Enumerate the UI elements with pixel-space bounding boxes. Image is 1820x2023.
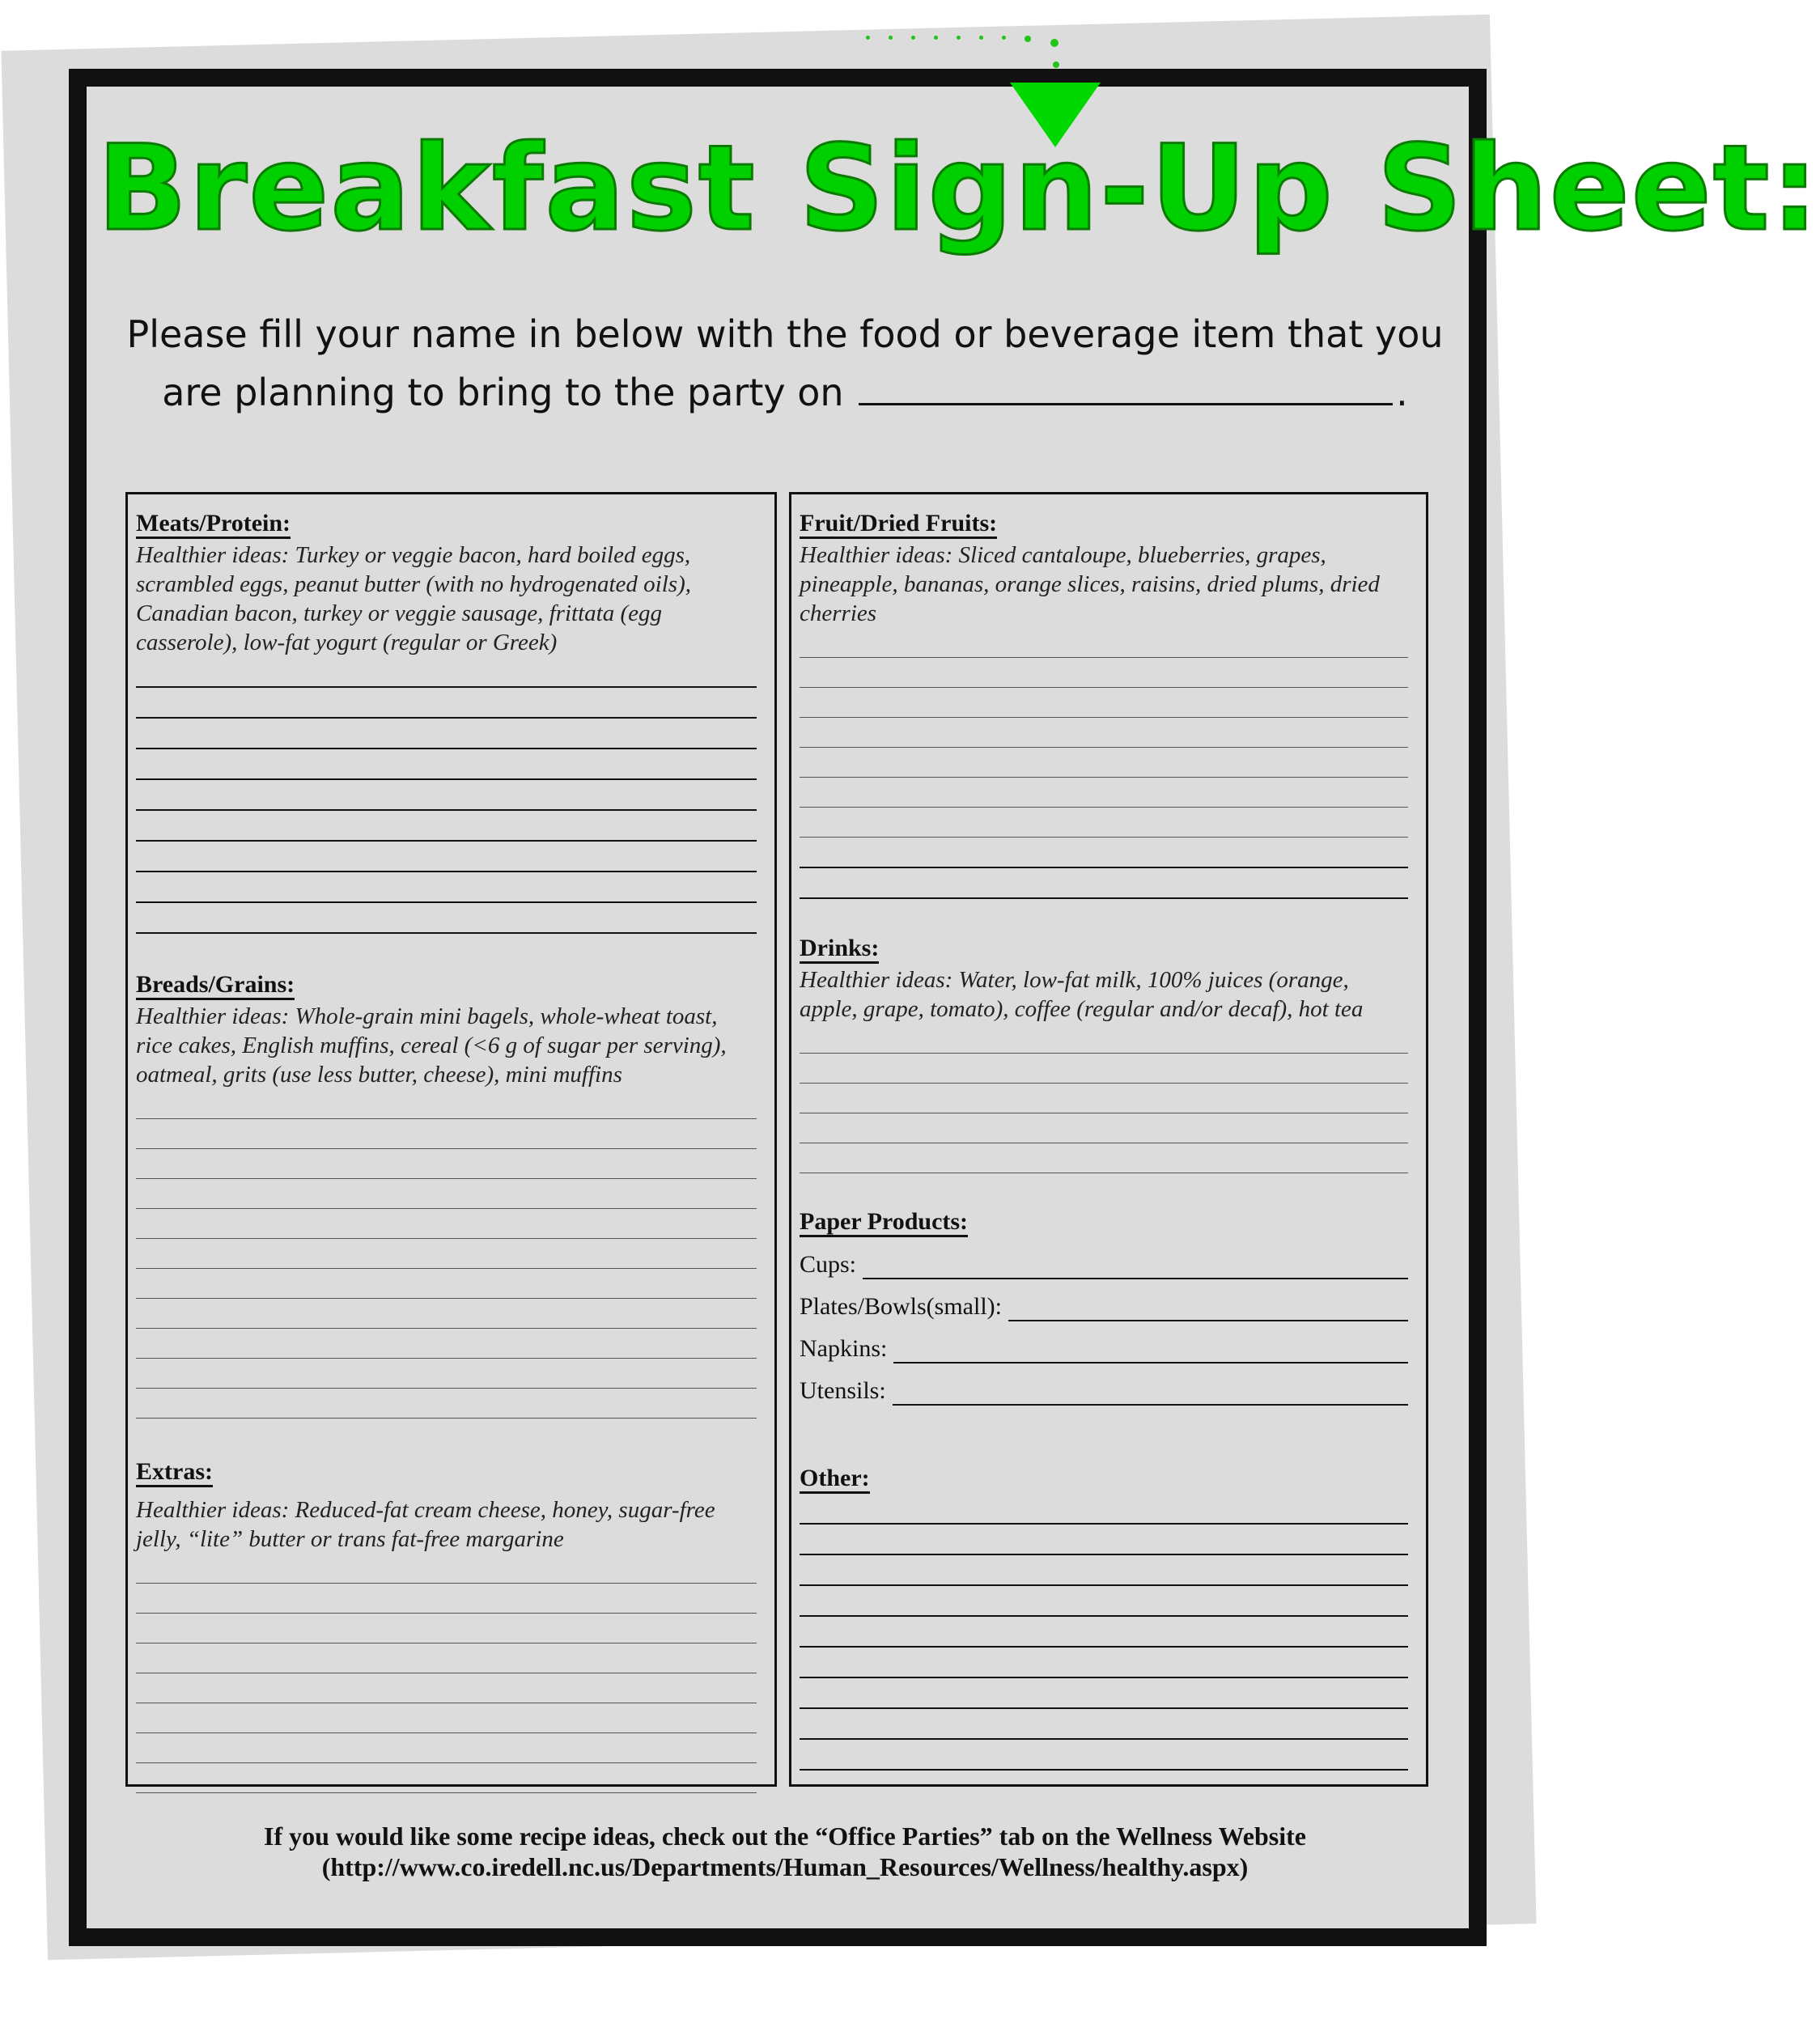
utensils-row: [800, 1364, 1408, 1406]
signup-line[interactable]: [136, 1299, 757, 1329]
signup-line[interactable]: [800, 778, 1408, 808]
signup-line[interactable]: [136, 657, 757, 688]
intro-text: [121, 307, 1449, 419]
other-signup-lines: [800, 1494, 1408, 1771]
fruit-section: [800, 511, 1408, 899]
intro-line-2-suffix: .: [1396, 371, 1408, 414]
signup-line[interactable]: [800, 1024, 1408, 1054]
signup-line[interactable]: [136, 1763, 757, 1793]
signup-line[interactable]: [136, 1149, 757, 1179]
footer-line-1: If you would like some recipe ideas, check out the “Office Parties” tab on the Wellness Website: [264, 1822, 1306, 1851]
drinks-heading: Drinks:: [800, 935, 879, 964]
breads-section: [136, 972, 757, 1419]
other-heading: Other:: [800, 1465, 870, 1494]
signup-line[interactable]: [800, 1054, 1408, 1084]
paper-products-heading: Paper Products:: [800, 1209, 968, 1237]
right-column: [789, 492, 1428, 1787]
breads-heading: Breads/Grains:: [136, 972, 295, 1000]
signup-line[interactable]: [800, 1617, 1408, 1648]
left-column: [125, 492, 777, 1787]
signup-line[interactable]: [800, 688, 1408, 718]
signup-line[interactable]: [800, 1555, 1408, 1586]
signup-line[interactable]: [136, 1209, 757, 1239]
footer-note: [121, 1821, 1449, 1882]
fruit-ideas: Healthier ideas: Sliced cantaloupe, blueberries, grapes, pineapple, bananas, orange slices, raisins, dried plums, dried cherries: [800, 542, 1380, 626]
signup-line[interactable]: [136, 1554, 757, 1584]
signup-line[interactable]: [136, 1359, 757, 1389]
drinks-signup-lines: [800, 1024, 1408, 1173]
cups-blank[interactable]: [863, 1253, 1408, 1279]
signup-line[interactable]: [800, 1678, 1408, 1709]
signup-line[interactable]: [136, 1239, 757, 1269]
signup-line[interactable]: [800, 1586, 1408, 1617]
signup-line[interactable]: [800, 1525, 1408, 1555]
breads-ideas: Healthier ideas: Whole-grain mini bagels, whole-wheat toast, rice cakes, English muffins, cereal (<6 g of sugar per serving), oatmeal, grits (use less butter, cheese), mini muffins: [136, 1003, 727, 1088]
signup-line[interactable]: [136, 903, 757, 934]
meats-section: [136, 511, 757, 934]
other-section: [800, 1465, 1408, 1771]
signup-line[interactable]: [800, 658, 1408, 688]
napkins-label: Napkins:: [800, 1335, 888, 1362]
signup-line[interactable]: [800, 1709, 1408, 1740]
signup-line[interactable]: [136, 1643, 757, 1673]
signup-line[interactable]: [136, 780, 757, 811]
signup-line[interactable]: [136, 749, 757, 780]
signup-line[interactable]: [800, 628, 1408, 658]
signup-line[interactable]: [800, 718, 1408, 748]
meats-ideas: Healthier ideas: Turkey or veggie bacon, hard boiled eggs, scrambled eggs, peanut butter (with no hydrogenated oils), Canadian bacon, turkey or veggie sausage, frittata (egg casserole), low-fat yogurt (regular or Greek): [136, 542, 691, 655]
signup-line[interactable]: [800, 748, 1408, 778]
signup-line[interactable]: [800, 1143, 1408, 1173]
wellness-website-url[interactable]: (http://www.co.iredell.nc.us/Departments/Human_Resources/Wellness/healthy.aspx): [321, 1852, 1249, 1881]
signup-line[interactable]: [800, 1740, 1408, 1771]
paper-products-section: [800, 1209, 1408, 1406]
signup-line[interactable]: [136, 1389, 757, 1419]
signup-line[interactable]: [136, 1584, 757, 1614]
signup-line[interactable]: [136, 1119, 757, 1149]
plates-label: Plates/Bowls(small):: [800, 1293, 1002, 1320]
signup-line[interactable]: [136, 842, 757, 872]
signup-line[interactable]: [136, 872, 757, 903]
fruit-heading: Fruit/Dried Fruits:: [800, 511, 997, 539]
signup-line[interactable]: [136, 1089, 757, 1119]
signup-line[interactable]: [136, 811, 757, 842]
intro-line-2-prefix: are planning to bring to the party on: [162, 371, 844, 414]
signup-line[interactable]: [800, 868, 1408, 899]
plates-row: [800, 1279, 1408, 1321]
plates-blank[interactable]: [1008, 1296, 1408, 1321]
cups-label: Cups:: [800, 1251, 857, 1278]
extras-heading: Extras:: [136, 1459, 213, 1487]
extras-signup-lines: [136, 1554, 757, 1793]
signup-line[interactable]: [800, 1084, 1408, 1113]
signup-line[interactable]: [136, 688, 757, 719]
signup-line[interactable]: [800, 838, 1408, 868]
signup-line[interactable]: [800, 1494, 1408, 1525]
signup-line[interactable]: [136, 1703, 757, 1733]
signup-line[interactable]: [136, 1673, 757, 1703]
utensils-label: Utensils:: [800, 1377, 886, 1404]
signup-line[interactable]: [800, 808, 1408, 838]
signup-line[interactable]: [136, 1329, 757, 1359]
intro-line-2: [121, 361, 1449, 419]
extras-section: [136, 1459, 757, 1793]
cups-row: [800, 1237, 1408, 1279]
meats-heading: Meats/Protein:: [136, 511, 291, 539]
napkins-blank[interactable]: [893, 1338, 1408, 1364]
signup-line[interactable]: [136, 1179, 757, 1209]
drinks-ideas: Healthier ideas: Water, low-fat milk, 100% juices (orange, apple, grape, tomato), coffee (regular and/or decaf), hot tea: [800, 967, 1364, 1022]
page-title: Breakfast Sign-Up Sheet:: [97, 120, 1820, 257]
extras-ideas: Healthier ideas: Reduced-fat cream cheese, honey, sugar-free jelly, “lite” butter or trans fat-free margarine: [136, 1497, 715, 1552]
signup-line[interactable]: [800, 1648, 1408, 1678]
signup-line[interactable]: [136, 1269, 757, 1299]
meats-signup-lines: [136, 657, 757, 934]
breads-signup-lines: [136, 1089, 757, 1419]
utensils-blank[interactable]: [893, 1380, 1408, 1406]
napkins-row: [800, 1321, 1408, 1364]
signup-line[interactable]: [800, 1113, 1408, 1143]
signup-line[interactable]: [136, 1733, 757, 1763]
fruit-signup-lines: [800, 628, 1408, 899]
intro-line-1: Please fill your name in below with the food or beverage item that you: [126, 312, 1444, 356]
drinks-section: [800, 935, 1408, 1173]
party-date-blank[interactable]: [859, 361, 1393, 405]
signup-line[interactable]: [136, 1614, 757, 1643]
signup-line[interactable]: [136, 719, 757, 749]
